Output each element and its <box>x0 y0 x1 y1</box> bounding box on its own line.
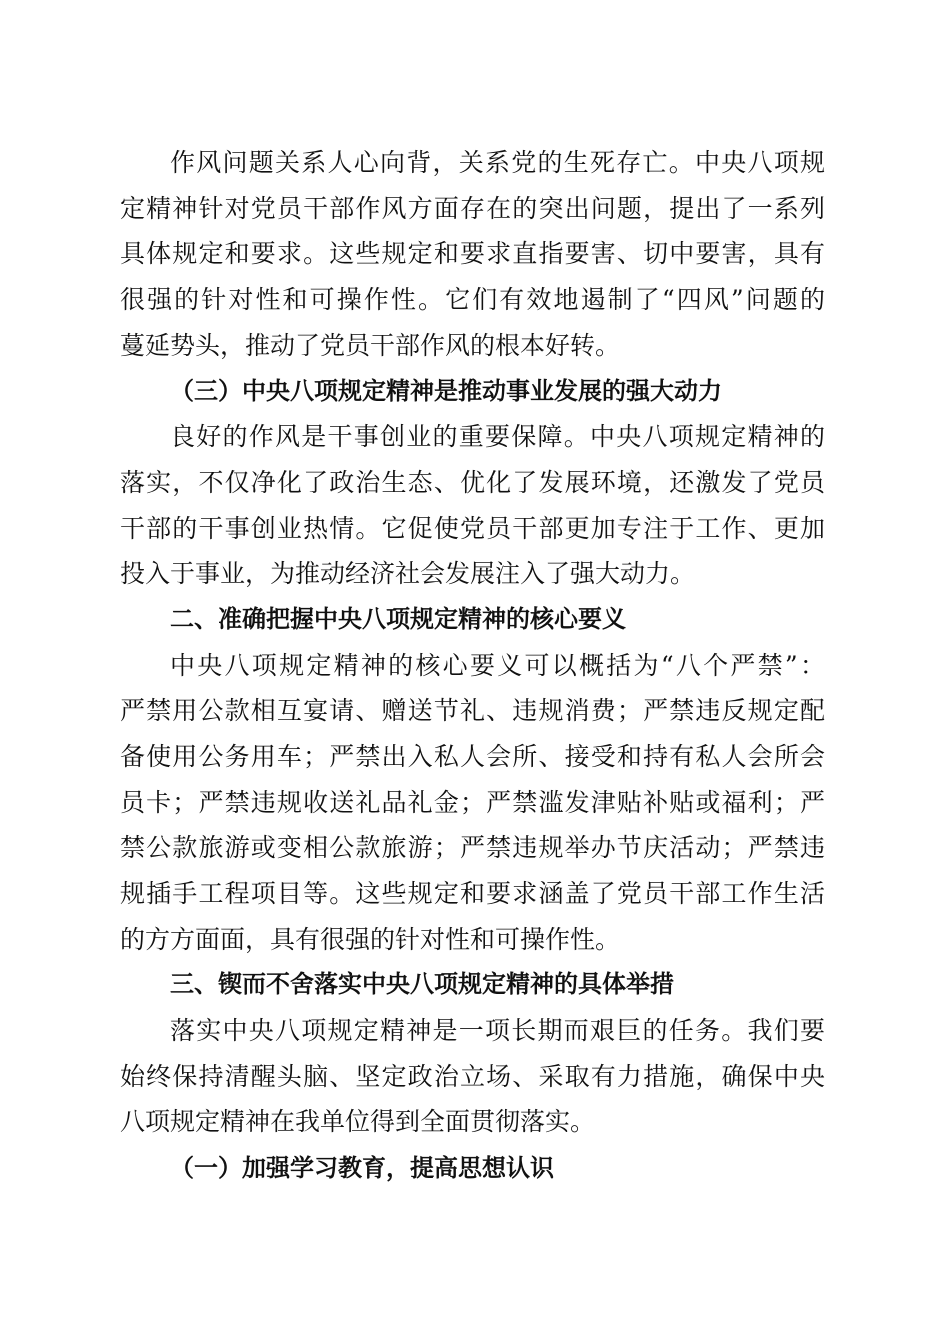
paragraph-work-style <box>120 140 825 368</box>
paragraph-implementation <box>120 1008 825 1145</box>
text-line: 很强的针对性和可操作性。它们有效地遏制了“四风”问题的 <box>120 285 825 315</box>
text-line: 八项规定精神在我单位得到全面贯彻落实。 <box>120 1107 596 1137</box>
section-heading-2: 二、准确把握中央八项规定精神的核心要义 <box>170 604 626 633</box>
text-line: 的方方面面，具有很强的针对性和可操作性。 <box>120 924 621 954</box>
paragraph-good-style <box>120 414 825 597</box>
text-line: 良好的作风是干事创业的重要保障。中央八项规定精神的 <box>170 422 825 452</box>
section-heading-3: （三）中央八项规定精神是推动事业发展的强大动力 <box>170 376 722 406</box>
paragraph-core-requirements <box>120 643 825 963</box>
section-heading-3-measures: 三、锲而不舍落实中央八项规定精神的具体举措 <box>170 970 674 999</box>
text-line: 落实，不仅净化了政治生态、优化了发展环境，还激发了党员 <box>120 467 825 497</box>
text-line: 蔓延势头，推动了党员干部作风的根本好转。 <box>120 330 621 360</box>
text-line: 具体规定和要求。这些规定和要求直指要害、切中要害，具有 <box>120 239 825 269</box>
text-line: 落实中央八项规定精神是一项长期而艰巨的任务。我们要 <box>170 1016 825 1046</box>
text-line: 规插手工程项目等。这些规定和要求涵盖了党员干部工作生活 <box>120 879 825 908</box>
text-line: 中央八项规定精神的核心要义可以概括为“八个严禁”： <box>170 650 825 680</box>
text-line: 作风问题关系人心向背，关系党的生死存亡。中央八项规 <box>170 148 825 177</box>
subsection-heading-1: （一）加强学习教育，提高思想认识 <box>170 1153 554 1183</box>
text-line: 员卡；严禁违规收送礼品礼金；严禁滥发津贴补贴或福利；严 <box>120 787 825 817</box>
text-line: 严禁用公款相互宴请、赠送节礼、违规消费；严禁违反规定配 <box>120 696 825 726</box>
text-line: 投入于事业，为推动经济社会发展注入了强大动力。 <box>120 559 696 589</box>
text-line: 备使用公务用车；严禁出入私人会所、接受和持有私人会所会 <box>120 741 825 771</box>
text-line: 禁公款旅游或变相公款旅游；严禁违规举办节庆活动；严禁违 <box>120 833 825 863</box>
text-line: 定精神针对党员干部作风方面存在的突出问题，提出了一系列 <box>120 193 825 223</box>
text-line: 干部的干事创业热情。它促使党员干部更加专注于工作、更加 <box>120 513 825 543</box>
text-line: 始终保持清醒头脑、坚定政治立场、采取有力措施，确保中央 <box>120 1061 825 1091</box>
document-body <box>120 140 825 1191</box>
